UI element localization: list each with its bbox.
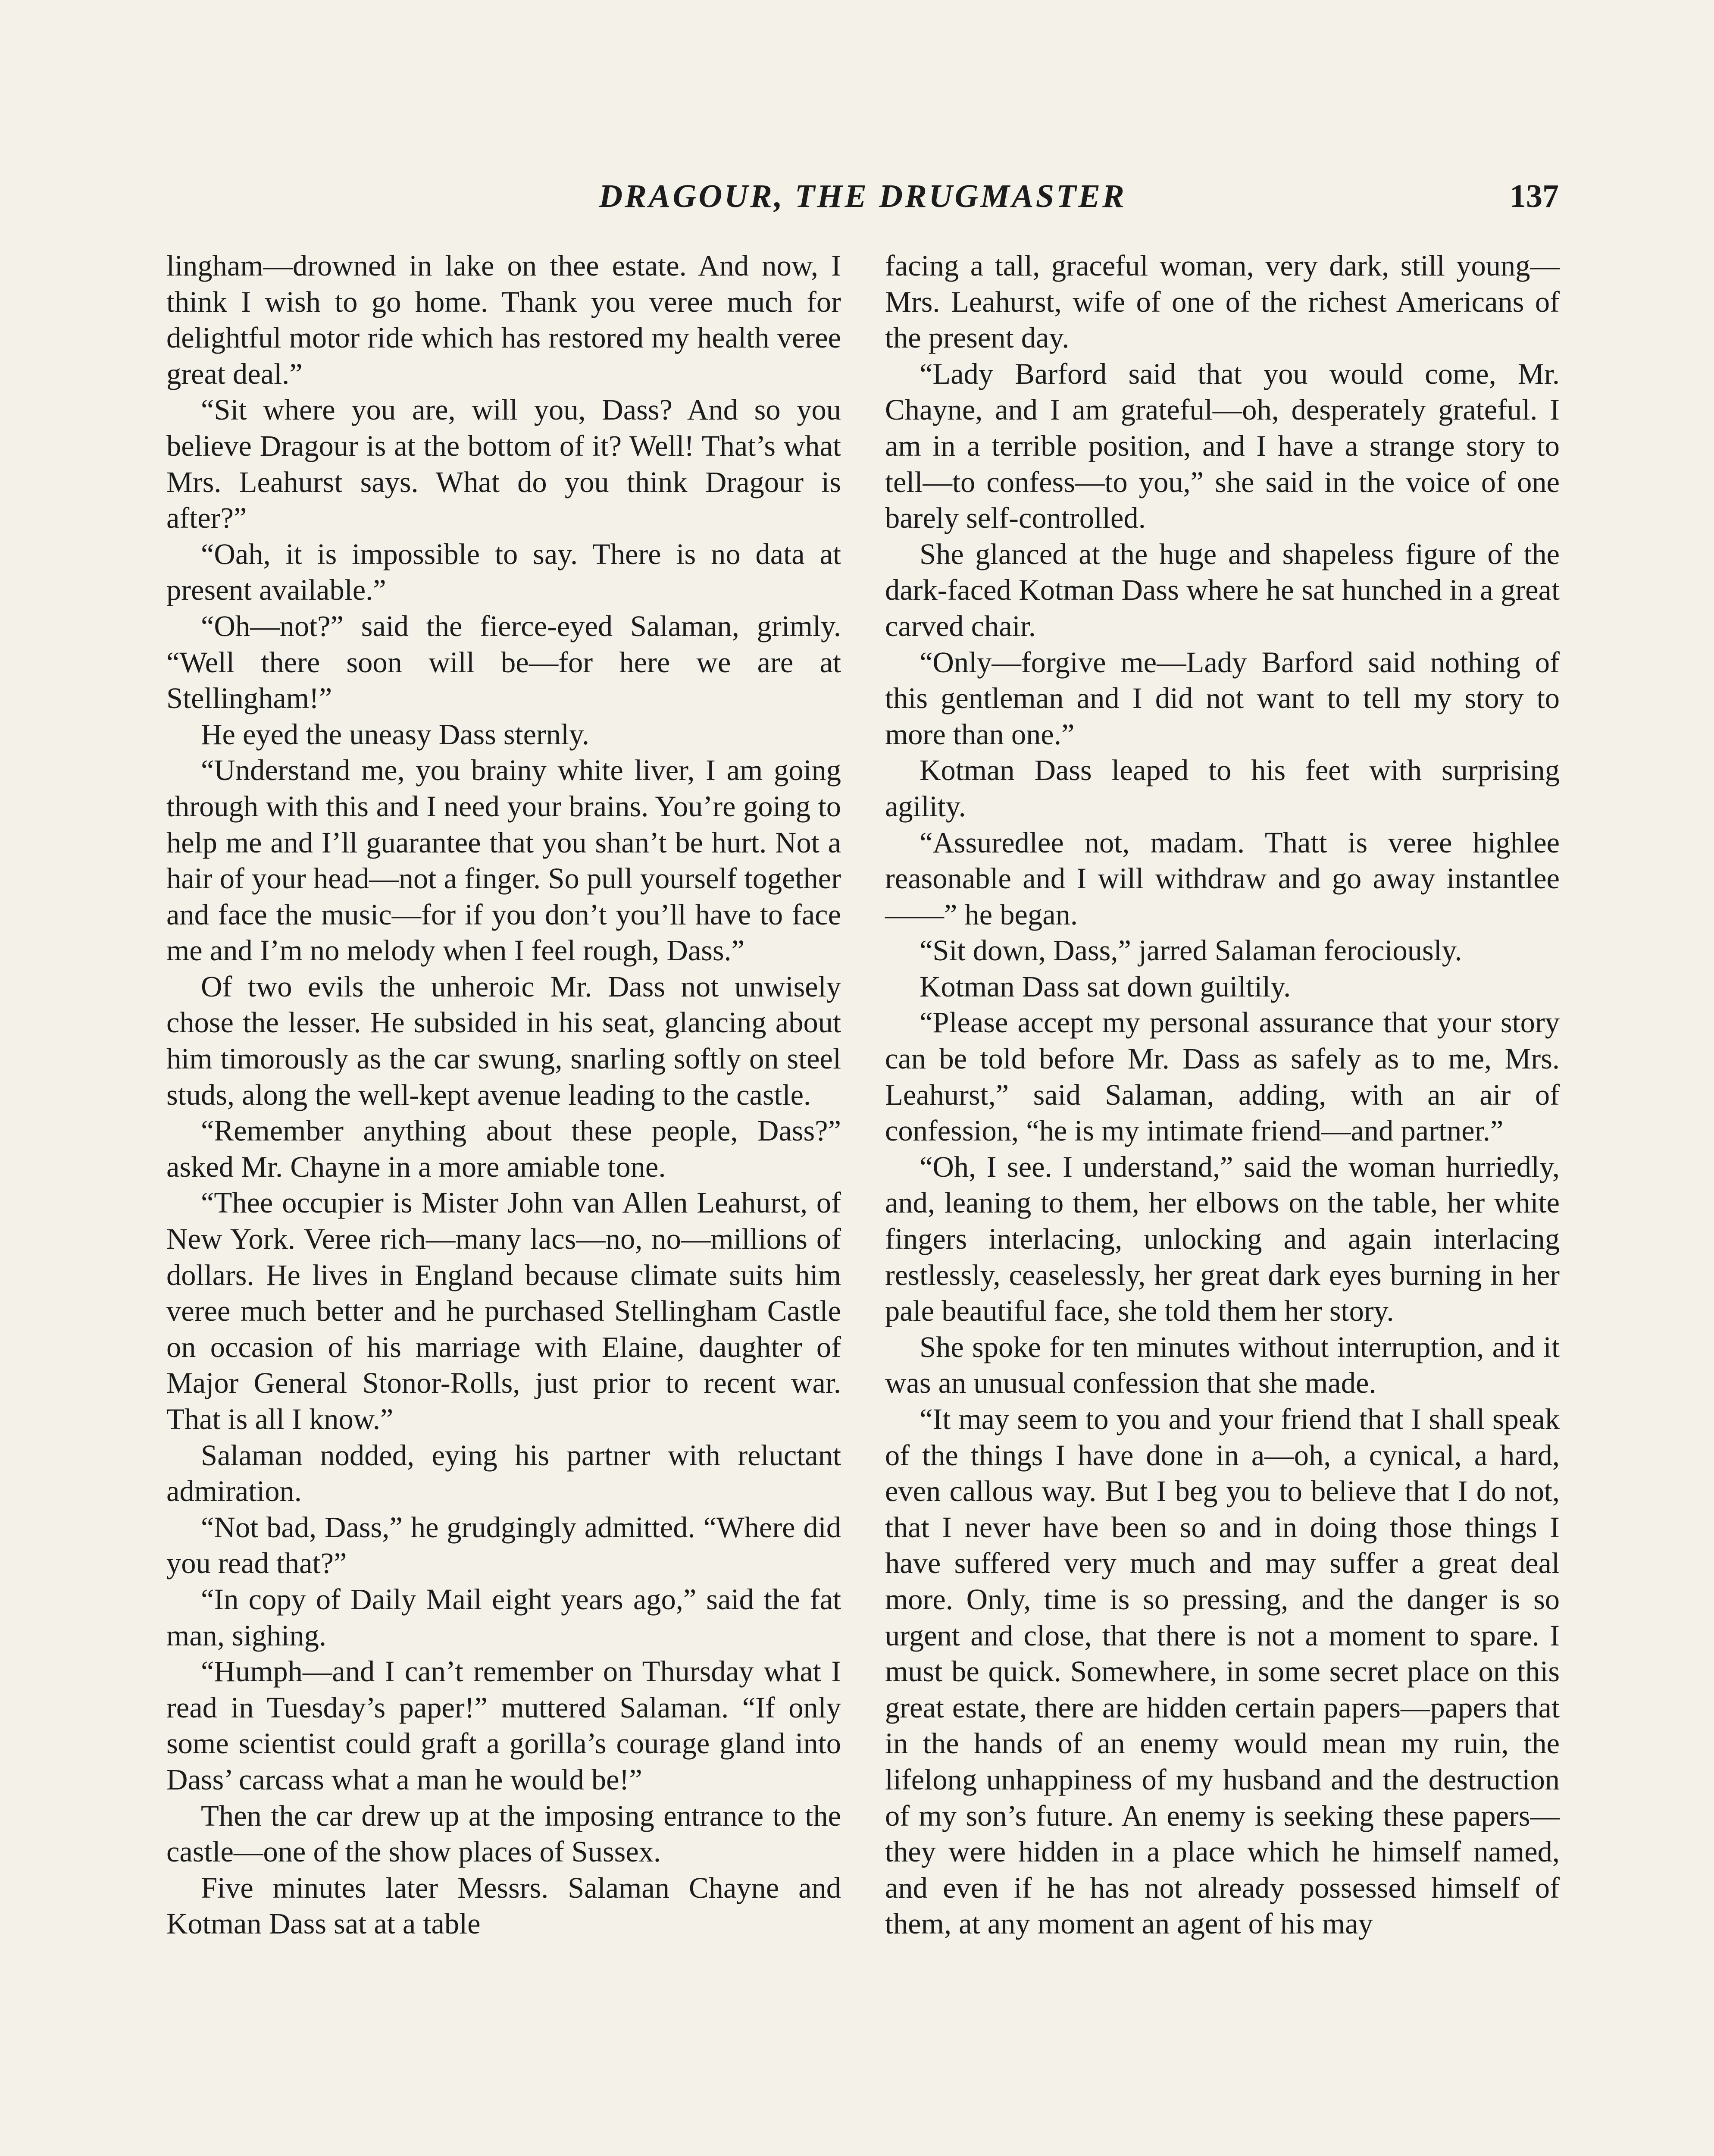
paragraph: He eyed the uneasy Dass sternly. bbox=[201, 718, 590, 751]
paragraph: lingham—drowned in lake on thee estate. And now, I think I wish to go home. Thank you veree much for delightful motor ride which has restored my health veree great deal.” bbox=[166, 249, 841, 390]
page-number: 137 bbox=[1510, 178, 1559, 214]
paragraph: “It may seem to you and your friend that I shall speak of the things I have done in a—oh, a cynical, a hard, even callous way. But I beg you to believe that I do not, that I never have been so and in doing those things I have suffered very much and may suffer a great deal more. Only, time is so pressing, and the danger is so urgent and close, that there is not a moment to spare. I must be quick. Somewhere, in some secret place on this great estate, there are hidden certain papers—papers that in the hands of an enemy would mean my ruin, the lifelong unhappiness of my husband and the destruction of my son’s future. An enemy is seeking these papers—they were hidden in a place which he himself named, and even if he has not already possessed himself of them, at any moment an agent of his may bbox=[885, 1403, 1560, 1940]
running-title: DRAGOUR, THE DRUGMASTER bbox=[599, 178, 1126, 214]
right-column bbox=[885, 248, 1560, 1942]
paragraph: “Assuredlee not, madam. Thatt is veree highlee reasonable and I will withdraw and go away instantlee——” he began. bbox=[885, 826, 1560, 931]
page-header bbox=[166, 172, 1559, 220]
paragraph: “Please accept my personal assurance that your story can be told before Mr. Dass as safely as to me, Mrs. Leahurst,” said Salaman, adding, with an air of confession, “he is my intimate friend—and partner.” bbox=[885, 1006, 1560, 1147]
paragraph: “Only—forgive me—Lady Barford said nothing of this gentleman and I did not want to tell my story to more than one.” bbox=[885, 646, 1560, 751]
paragraph: “Oah, it is impossible to say. There is no data at present available.” bbox=[166, 537, 841, 607]
paragraph: “Humph—and I can’t remember on Thursday what I read in Tuesday’s paper!” muttered Salaman. “If only some scientist could graft a gorilla’s courage gland into Dass’ carcass what a man he would be!” bbox=[166, 1655, 841, 1796]
paragraph: “In copy of Daily Mail eight years ago,” said the fat man, sighing. bbox=[166, 1583, 841, 1652]
paragraph: She glanced at the huge and shapeless figure of the dark-faced Kotman Dass where he sat hunched in a great carved chair. bbox=[885, 537, 1560, 642]
paragraph: Of two evils the unheroic Mr. Dass not unwisely chose the lesser. He subsided in his seat, glancing about him timorously as the car swung, snarling softly on steel studs, along the well-kept avenue leading to the castle. bbox=[166, 970, 841, 1111]
paragraph: “Sit down, Dass,” jarred Salaman ferociously. bbox=[920, 934, 1462, 967]
paragraph: facing a tall, graceful woman, very dark, still young—Mrs. Leahurst, wife of one of the richest Americans of the present day. bbox=[885, 249, 1560, 354]
paragraph: “Not bad, Dass,” he grudgingly admitted. “Where did you read that?” bbox=[166, 1510, 841, 1580]
paragraph: Kotman Dass leaped to his feet with surprising agility. bbox=[885, 754, 1560, 823]
paragraph: Five minutes later Messrs. Salaman Chayne and Kotman Dass sat at a table bbox=[166, 1871, 841, 1940]
paragraph: “Understand me, you brainy white liver, I am going through with this and I need your brains. You’re going to help me and I’ll guarantee that you shan’t be hurt. Not a hair of your head—not a finger. So pull yourself together and face the music—for if you don’t you’ll have to face me and I’m no melody when I feel rough, Dass.” bbox=[166, 754, 841, 967]
paragraph: She spoke for ten minutes without interruption, and it was an unusual confession that she made. bbox=[885, 1330, 1560, 1400]
paragraph: “Oh, I see. I understand,” said the woman hurriedly, and, leaning to them, her elbows on the table, her white fingers interlacing, unlocking and again interlacing restlessly, ceaselessly, her great dark eyes burning in her pale beautiful face, she told them her story. bbox=[885, 1150, 1560, 1328]
paragraph: “Sit where you are, will you, Dass? And so you believe Dragour is at the bottom of it? Well! That’s what Mrs. Leahurst says. What do you think Dragour is after?” bbox=[166, 393, 841, 535]
paragraph: Salaman nodded, eying his partner with reluctant admiration. bbox=[166, 1438, 841, 1508]
paragraph: “Oh—not?” said the fierce-eyed Salaman, grimly. “Well there soon will be—for here we are at Stellingham!” bbox=[166, 609, 841, 715]
paragraph: “Lady Barford said that you would come, Mr. Chayne, and I am grateful—oh, desperately grateful. I am in a terrible position, and I have a strange story to tell—to confess—to you,” she said in the voice of one barely self-controlled. bbox=[885, 357, 1560, 535]
left-column bbox=[166, 248, 841, 1942]
paragraph: “Thee occupier is Mister John van Allen Leahurst, of New York. Veree rich—many lacs—no, no—millions of dollars. He lives in England because climate suits him veree much better and he purchased Stellingham Castle on occasion of his marriage with Elaine, daughter of Major General Stonor-Rolls, just prior to recent war. That is all I know.” bbox=[166, 1186, 841, 1435]
paragraph: Then the car drew up at the imposing entrance to the castle—one of the show places of Sussex. bbox=[166, 1799, 841, 1868]
paragraph: Kotman Dass sat down guiltily. bbox=[920, 970, 1291, 1003]
paragraph: “Remember anything about these people, Dass?” asked Mr. Chayne in a more amiable tone. bbox=[166, 1114, 841, 1183]
